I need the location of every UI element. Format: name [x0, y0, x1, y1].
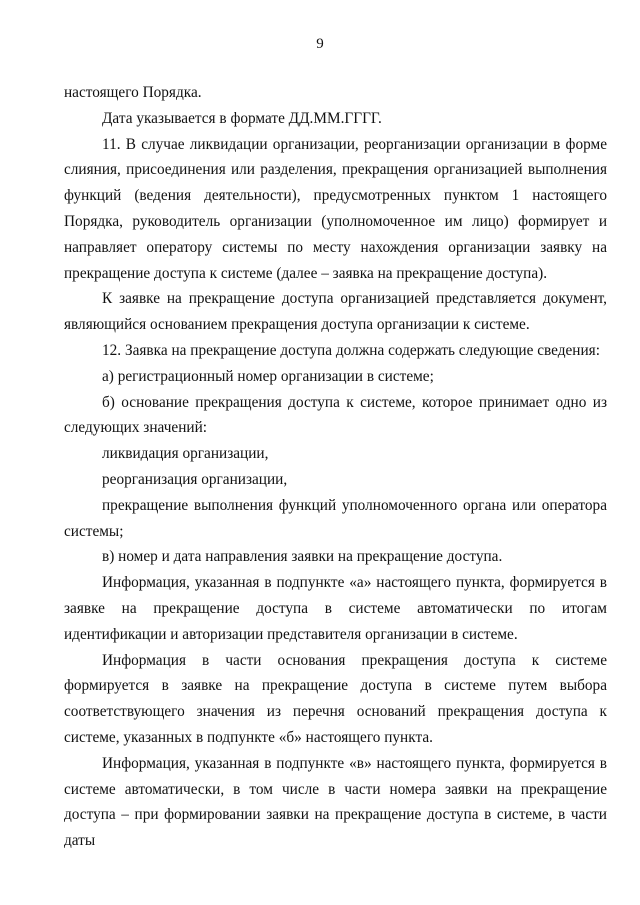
list-value-liquidation: ликвидация организации, [102, 445, 269, 463]
paragraph-info-basis: Информация в части основания прекращения доступа к системе формируется в заявке на прекращение доступа в системе путем выбора соответствующего значения из перечня оснований прекращения доступа к системе, указанных в подпункте «б» настоящего пункта. [64, 651, 607, 746]
list-item-a: а) регистрационный номер организации в системе; [102, 367, 434, 385]
page-number: 9 [316, 36, 324, 52]
paragraph-clause-12: 12. Заявка на прекращение доступа должна содержать следующие сведения: [102, 341, 600, 359]
list-item-v: в) номер и дата направления заявки на прекращение доступа. [102, 548, 503, 566]
document-body [64, 80, 607, 854]
paragraph-continuation: настоящего Порядка. [64, 84, 202, 101]
paragraph-info-a: Информация, указанная в подпункте «а» настоящего пункта, формируется в заявке на прекращение доступа в системе автоматически по итогам идентификации и авторизации представителя организации в системе. [64, 574, 607, 643]
paragraph-info-v: Информация, указанная в подпункте «в» настоящего пункта, формируется в системе автоматически, в том числе в части номера заявки на прекращение доступа – при формировании заявки на прекращение доступа в системе, в части даты [64, 754, 607, 850]
list-value-termination: прекращение выполнения функций уполномоченного органа или оператора системы; [64, 496, 607, 540]
paragraph-date-format: Дата указывается в формате ДД.ММ.ГГГГ. [102, 109, 382, 127]
paragraph-clause-11: 11. В случае ликвидации организации, реорганизации организации в форме слияния, присоединения или разделения, прекращения организацией выполнения функций (ведения деятельности), предусмотренных пунктом 1 настоящего Порядка, руководитель организации (уполномоченное им лицо) формирует и направляет оператору системы по месту нахождения организации заявку на прекращение доступа к системе (далее – заявка на прекращение доступа). [64, 135, 607, 282]
list-item-b: б) основание прекращения доступа к системе, которое принимает одно из следующих значений: [64, 393, 607, 437]
paragraph-supporting-document: К заявке на прекращение доступа организацией представляется документ, являющийся основанием прекращения доступа организации к системе. [64, 290, 607, 334]
list-value-reorganization: реорганизация организации, [102, 470, 288, 488]
